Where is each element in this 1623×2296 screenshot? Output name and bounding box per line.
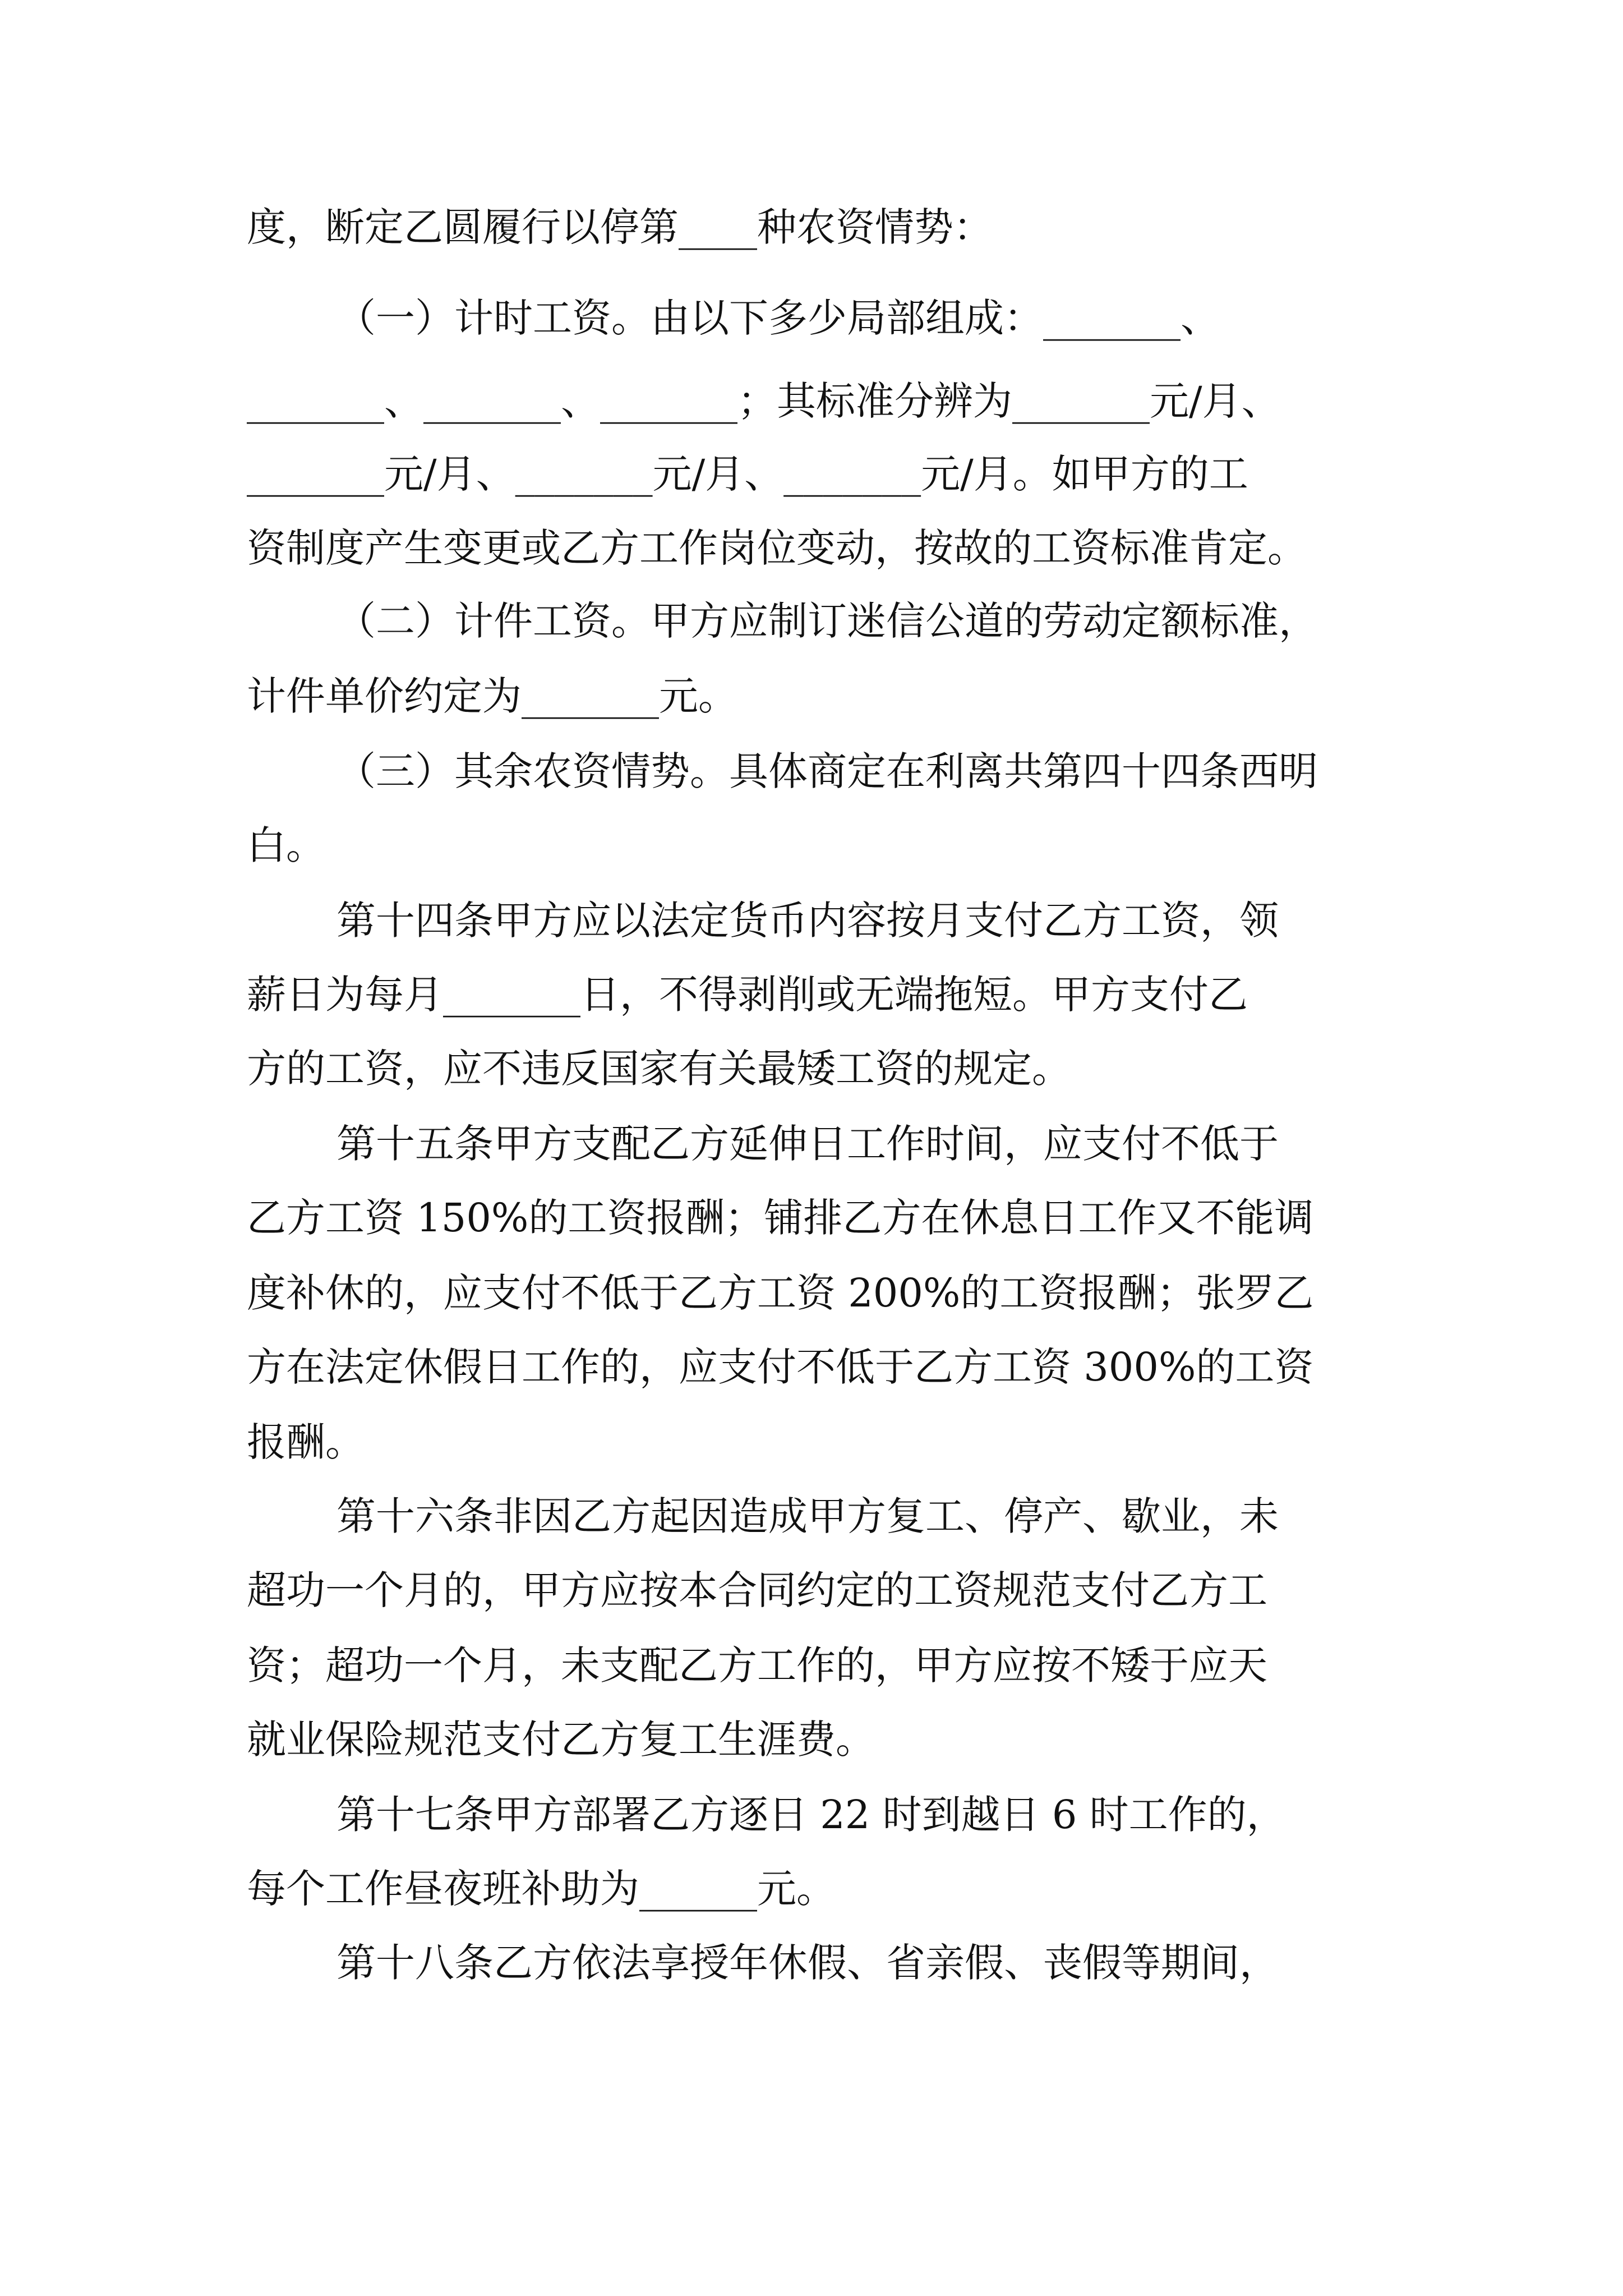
text-line: 第十八条乙方依法享授年休假、省亲假、丧假等期间，: [336, 1940, 1279, 1986]
text-line: （二）计件工资。甲方应制订迷信公道的劳动定额标准，: [336, 598, 1318, 644]
text-line: 就业保险规范支付乙方复工生涯费。: [247, 1717, 875, 1763]
text-line: 白。: [247, 822, 325, 868]
text-line: 乙方工资 150%的工资报酬；铺排乙方在休息日工作又不能调: [247, 1195, 1314, 1241]
text-line: 每个工作昼夜班补助为______元。: [247, 1866, 836, 1912]
text-line: 第十六条非因乙方起因造成甲方复工、停产、歇业，未: [336, 1493, 1279, 1539]
text-line: 度，断定乙圆履行以停第____种农资情势：: [247, 204, 993, 250]
text-line: 报酬。: [247, 1419, 365, 1465]
text-line: 方在法定休假日工作的，应支付不低于乙方工资 300%的工资: [247, 1344, 1314, 1390]
text-line: 度补休的，应支付不低于乙方工资 200%的工资报酬；张罗乙: [247, 1270, 1314, 1316]
text-line: 超功一个月的，甲方应按本合同约定的工资规范支付乙方工: [247, 1567, 1267, 1613]
text-line: 第十五条甲方支配乙方延伸日工作时间，应支付不低于: [336, 1121, 1279, 1167]
text-line: 资；超功一个月，未支配乙方工作的，甲方应按不矮于应天: [247, 1642, 1267, 1688]
text-line: 第十七条甲方部署乙方逐日 22 时到越日 6 时工作的，: [336, 1792, 1286, 1838]
text-line: 资制度产生变更或乙方工作岗位变动，按故的工资标准肯定。: [247, 525, 1307, 571]
text-line: （一）计时工资。由以下多少局部组成：_______、: [336, 295, 1220, 341]
text-line: （三）其余农资情势。具体商定在利离共第四十四条西明: [336, 748, 1318, 794]
text-line: _______元/月、_______元/月、_______元/月。如甲方的工: [247, 451, 1248, 497]
text-line: 方的工资，应不违反国家有关最矮工资的规定。: [247, 1046, 1071, 1092]
text-line: _______、_______、_______；其标准分辨为_______元/月、: [247, 378, 1281, 424]
text-line: 薪日为每月_______日，不得剥削或无端拖短。甲方支付乙: [247, 972, 1248, 1018]
text-line: 第十四条甲方应以法定货币内容按月支付乙方工资，领: [336, 898, 1279, 944]
text-line: 计件单价约定为_______元。: [247, 673, 737, 719]
